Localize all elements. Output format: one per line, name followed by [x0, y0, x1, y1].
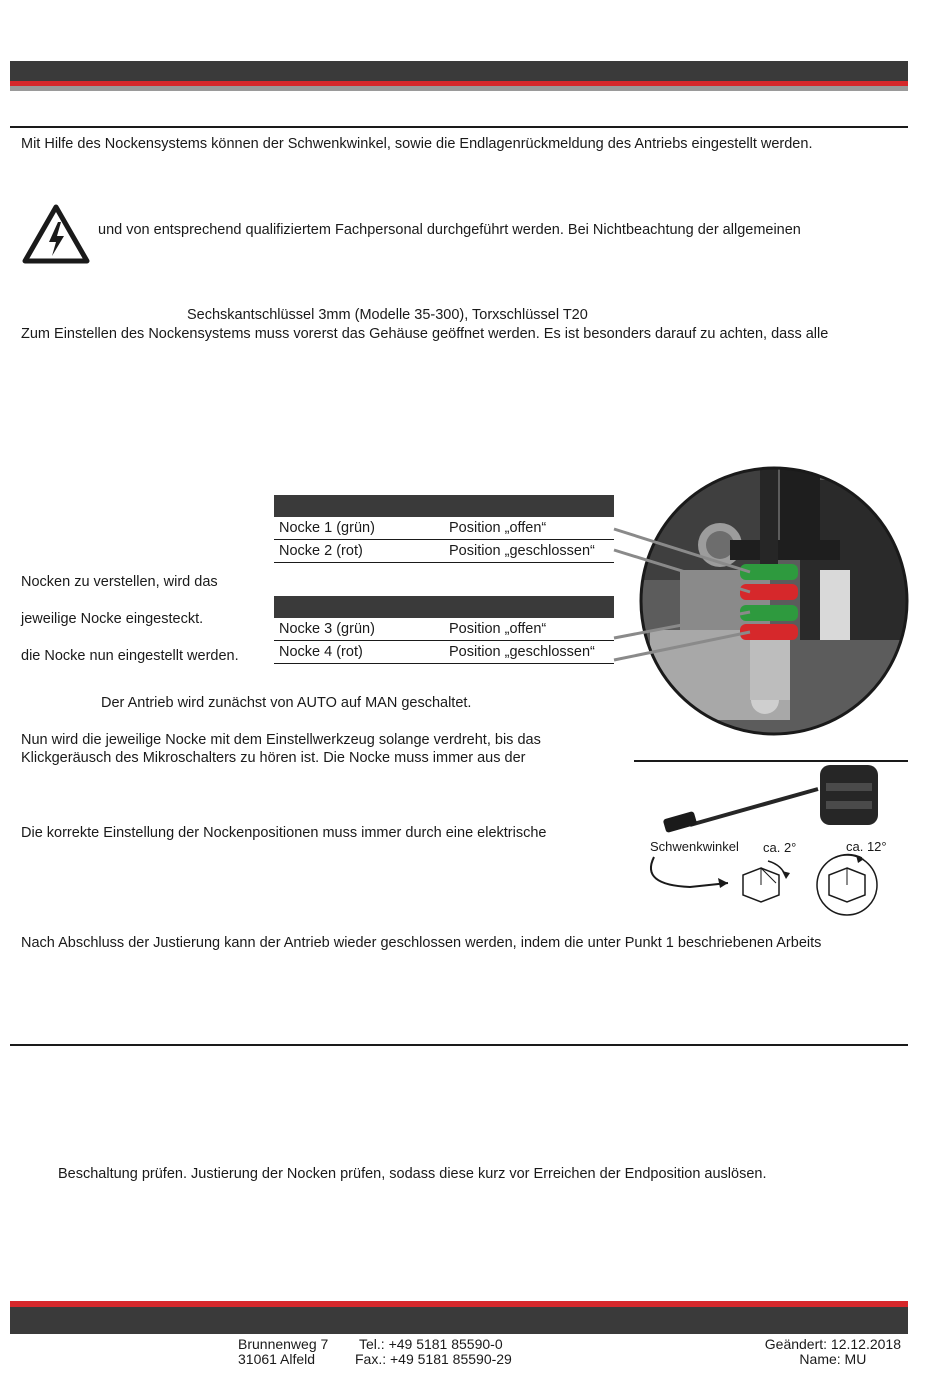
tools-text: Sechskantschlüssel 3mm (Modelle 35-300), Torxschlüssel T20: [187, 307, 588, 323]
adjust-line-1: Nun wird die jeweilige Nocke mit dem Einstellwerkzeug solange verdreht, bis das: [21, 732, 541, 748]
footer-city: 31061 Alfeld: [238, 1351, 316, 1367]
note-line-3: die Nocke nun eingestellt werden.: [21, 648, 239, 664]
table-header: [274, 495, 614, 517]
footer-name: Name: MU: [799, 1351, 867, 1367]
section-rule-bottom: [10, 1044, 908, 1046]
diagram-rule: [634, 760, 908, 762]
table-header: [274, 596, 614, 618]
cam-position: Position „offen“: [449, 520, 547, 536]
footer-street: Brunnenweg 7: [238, 1336, 329, 1352]
footer-fax: Fax.: +49 5181 85590-29: [355, 1351, 512, 1367]
cam-system-photo: [600, 460, 920, 745]
cam-label: Nocke 4 (rot): [279, 644, 363, 660]
table-row: [274, 618, 614, 641]
diagram-label-swivel: Schwenkwinkel: [650, 839, 739, 854]
header-accent-grey: [10, 86, 908, 91]
footer-changed: Geändert: 12.12.2018: [764, 1336, 901, 1352]
table-row: [274, 641, 614, 664]
note-line-2: jeweilige Nocke eingesteckt.: [21, 611, 204, 627]
cam-position: Position „geschlossen“: [449, 543, 595, 559]
cam-table-1: [274, 495, 614, 563]
cam-position: Position „geschlossen“: [449, 644, 595, 660]
cam-table-2: [274, 596, 614, 664]
footer-address: [238, 1337, 328, 1367]
footer-tel: Tel.: +49 5181 85590-0: [359, 1336, 503, 1352]
note-line-1: Nocken zu verstellen, wird das: [21, 574, 218, 590]
footer-bar: [10, 1307, 908, 1334]
table-row: [274, 540, 614, 563]
table-row: [274, 517, 614, 540]
header-bar: [10, 61, 908, 81]
cam-label: Nocke 1 (grün): [279, 520, 375, 536]
cam-label: Nocke 3 (grün): [279, 621, 375, 637]
open-housing-text: Zum Einstellen des Nockensystems muss vorerst das Gehäuse geöffnet werden. Es ist besonders darauf zu achten, dass alle: [21, 326, 829, 342]
footer-contact: [355, 1337, 512, 1367]
cam-position: Position „offen“: [449, 621, 547, 637]
diagram-label-angle-large: ca. 12°: [846, 839, 887, 854]
intro-text: Mit Hilfe des Nockensystems können der Schwenkwinkel, sowie die Endlagenrückmeldung des Antriebs eingestellt werden.: [21, 136, 813, 152]
section-rule-top: [10, 126, 908, 128]
check-electric-text: Die korrekte Einstellung der Nockenpositionen muss immer durch eine elektrische: [21, 825, 547, 841]
closing-text: Nach Abschluss der Justierung kann der Antrieb wieder geschlossen werden, indem die unter Punkt 1 beschriebenen Arbeits: [21, 935, 822, 951]
footer-meta: [765, 1337, 901, 1367]
diagram-label-angle-small: ca. 2°: [763, 840, 797, 855]
cam-label: Nocke 2 (rot): [279, 543, 363, 559]
warning-text: und von entsprechend qualifiziertem Fachpersonal durchgeführt werden. Bei Nichtbeachtung der allgemeinen: [98, 222, 801, 238]
check-note-text: Beschaltung prüfen. Justierung der Nocken prüfen, sodass diese kurz vor Erreichen der Endposition auslösen.: [58, 1166, 767, 1182]
high-voltage-warning-icon: [22, 204, 90, 264]
mode-switch-text: Der Antrieb wird zunächst von AUTO auf MAN geschaltet.: [101, 695, 472, 711]
adjust-line-2: Klickgeräusch des Mikroschalters zu hören ist. Die Nocke muss immer aus der: [21, 750, 526, 766]
